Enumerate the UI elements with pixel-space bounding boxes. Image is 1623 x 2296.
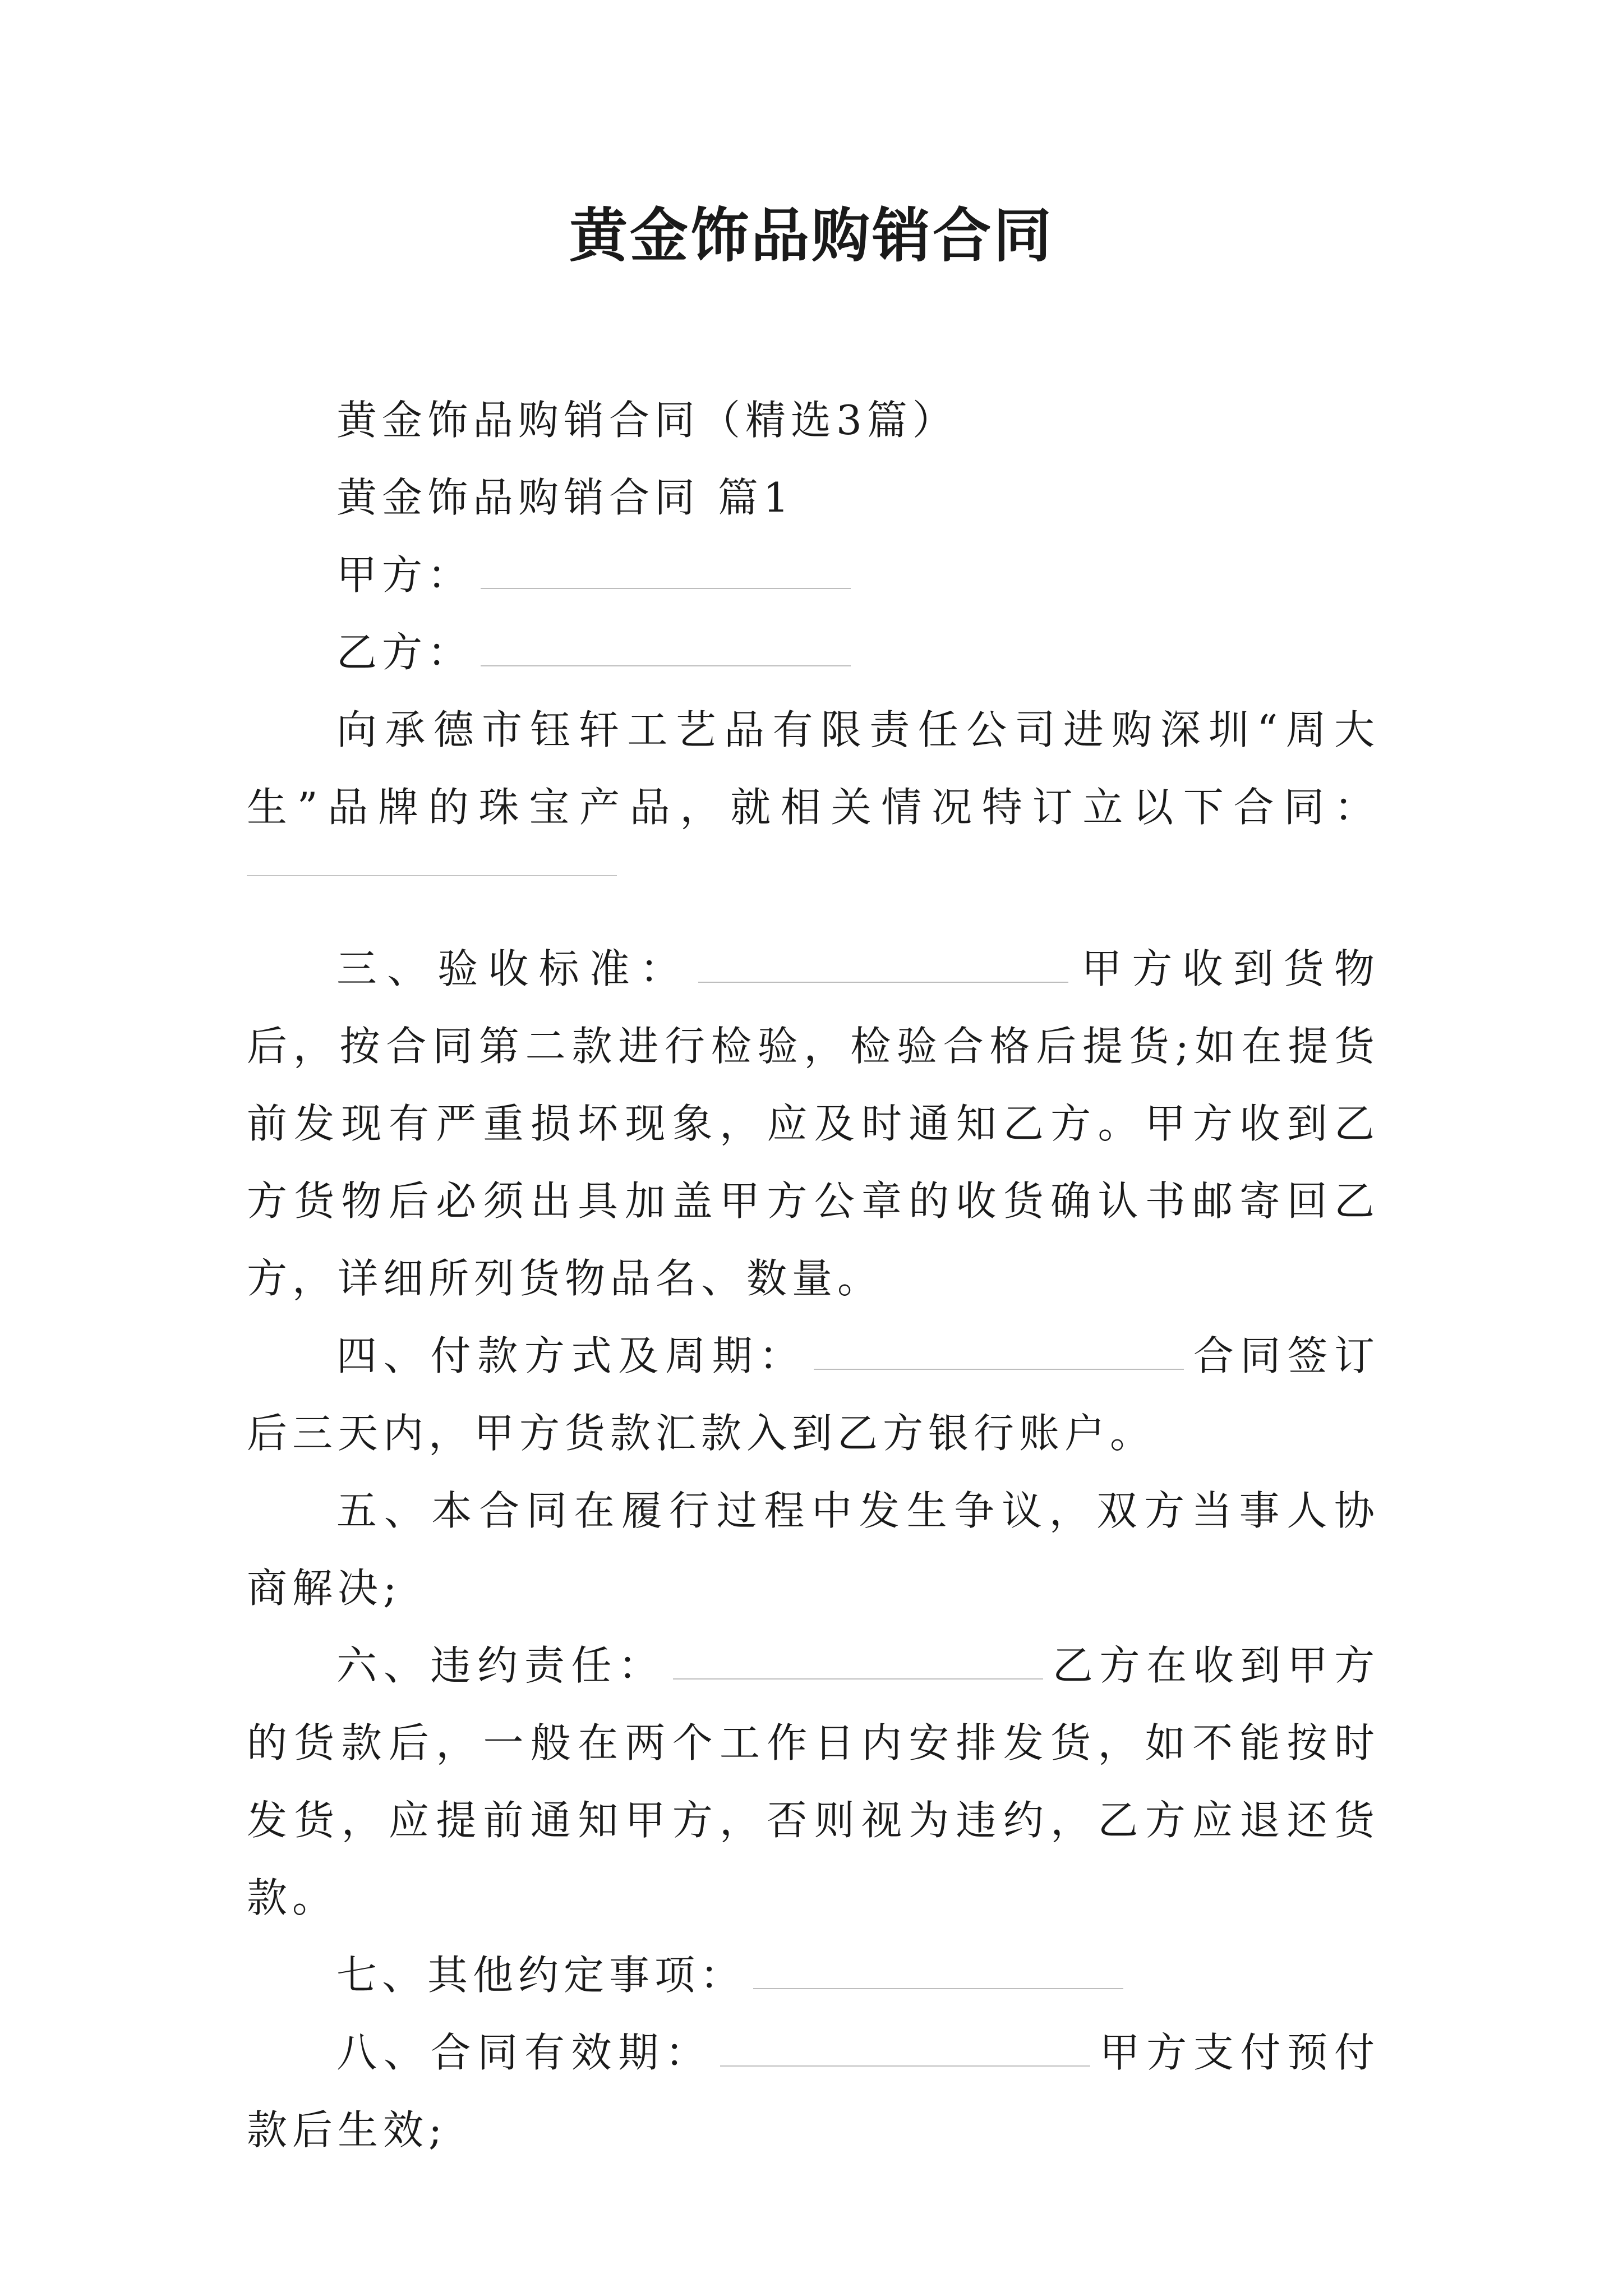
party-a-line (247, 536, 1380, 614)
clause-6-text: 乙方在收到甲方的货款后，一般在两个工作日内安排发货，如不能按时发货，应提前通知甲方，否则视为违约，乙方应退还货款。 (247, 1642, 1380, 1921)
clause-8 (247, 2014, 1380, 2169)
clause-7-label: 七、其他约定事项： (336, 1952, 746, 1999)
clause-7 (247, 1936, 1380, 2014)
clause-7-blank (753, 1943, 1123, 1989)
clause-3-label: 三、验收标准： (336, 945, 691, 992)
clause-8-blank (720, 2021, 1090, 2067)
document-body (247, 381, 1380, 2169)
clause-4-text: 合同签订后三天内，甲方货款汇款入到乙方银行账户。 (247, 1332, 1380, 1457)
section-heading: 黄金饰品购销合同 篇1 (336, 474, 794, 521)
clause-6-blank (673, 1634, 1043, 1680)
clause-8-text: 甲方支付预付款后生效; (247, 2029, 1380, 2154)
intro-paragraph: 向承德市钰轩工艺品有限责任公司进购深圳“周大生”品牌的珠宝产品，就相关情况特订立以下合同： (247, 706, 1380, 831)
clause-3 (247, 930, 1380, 1317)
document-title: 黄金饰品购销合同 (569, 201, 1054, 270)
clause-6 (247, 1627, 1380, 1936)
party-a-label: 甲方： (336, 551, 473, 599)
section-divider (247, 875, 617, 876)
clause-8-label: 八、合同有效期： (336, 2029, 712, 2076)
clause-6-label: 六、违约责任： (336, 1642, 665, 1689)
clause-4-blank (814, 1324, 1184, 1370)
party-a-blank (481, 543, 851, 589)
clause-4-label: 四、付款方式及周期： (336, 1332, 806, 1379)
clause-4 (247, 1317, 1380, 1472)
clause-3-blank (698, 937, 1068, 983)
party-b-blank (481, 620, 851, 666)
clause-5: 五、本合同在履行过程中发生争议，双方当事人协商解决; (247, 1487, 1380, 1612)
document-subtitle: 黄金饰品购销合同（精选3篇） (336, 397, 958, 444)
party-b-line (247, 614, 1380, 691)
clause-3-text: 甲方收到货物后，按合同第二款进行检验，检验合格后提货;如在提货前发现有严重损坏现象，应及时通知乙方。甲方收到乙方货物后必须出具加盖甲方公章的收货确认书邮寄回乙方，详细所列货物品名、数量。 (247, 945, 1380, 1302)
party-b-label: 乙方： (336, 629, 473, 676)
